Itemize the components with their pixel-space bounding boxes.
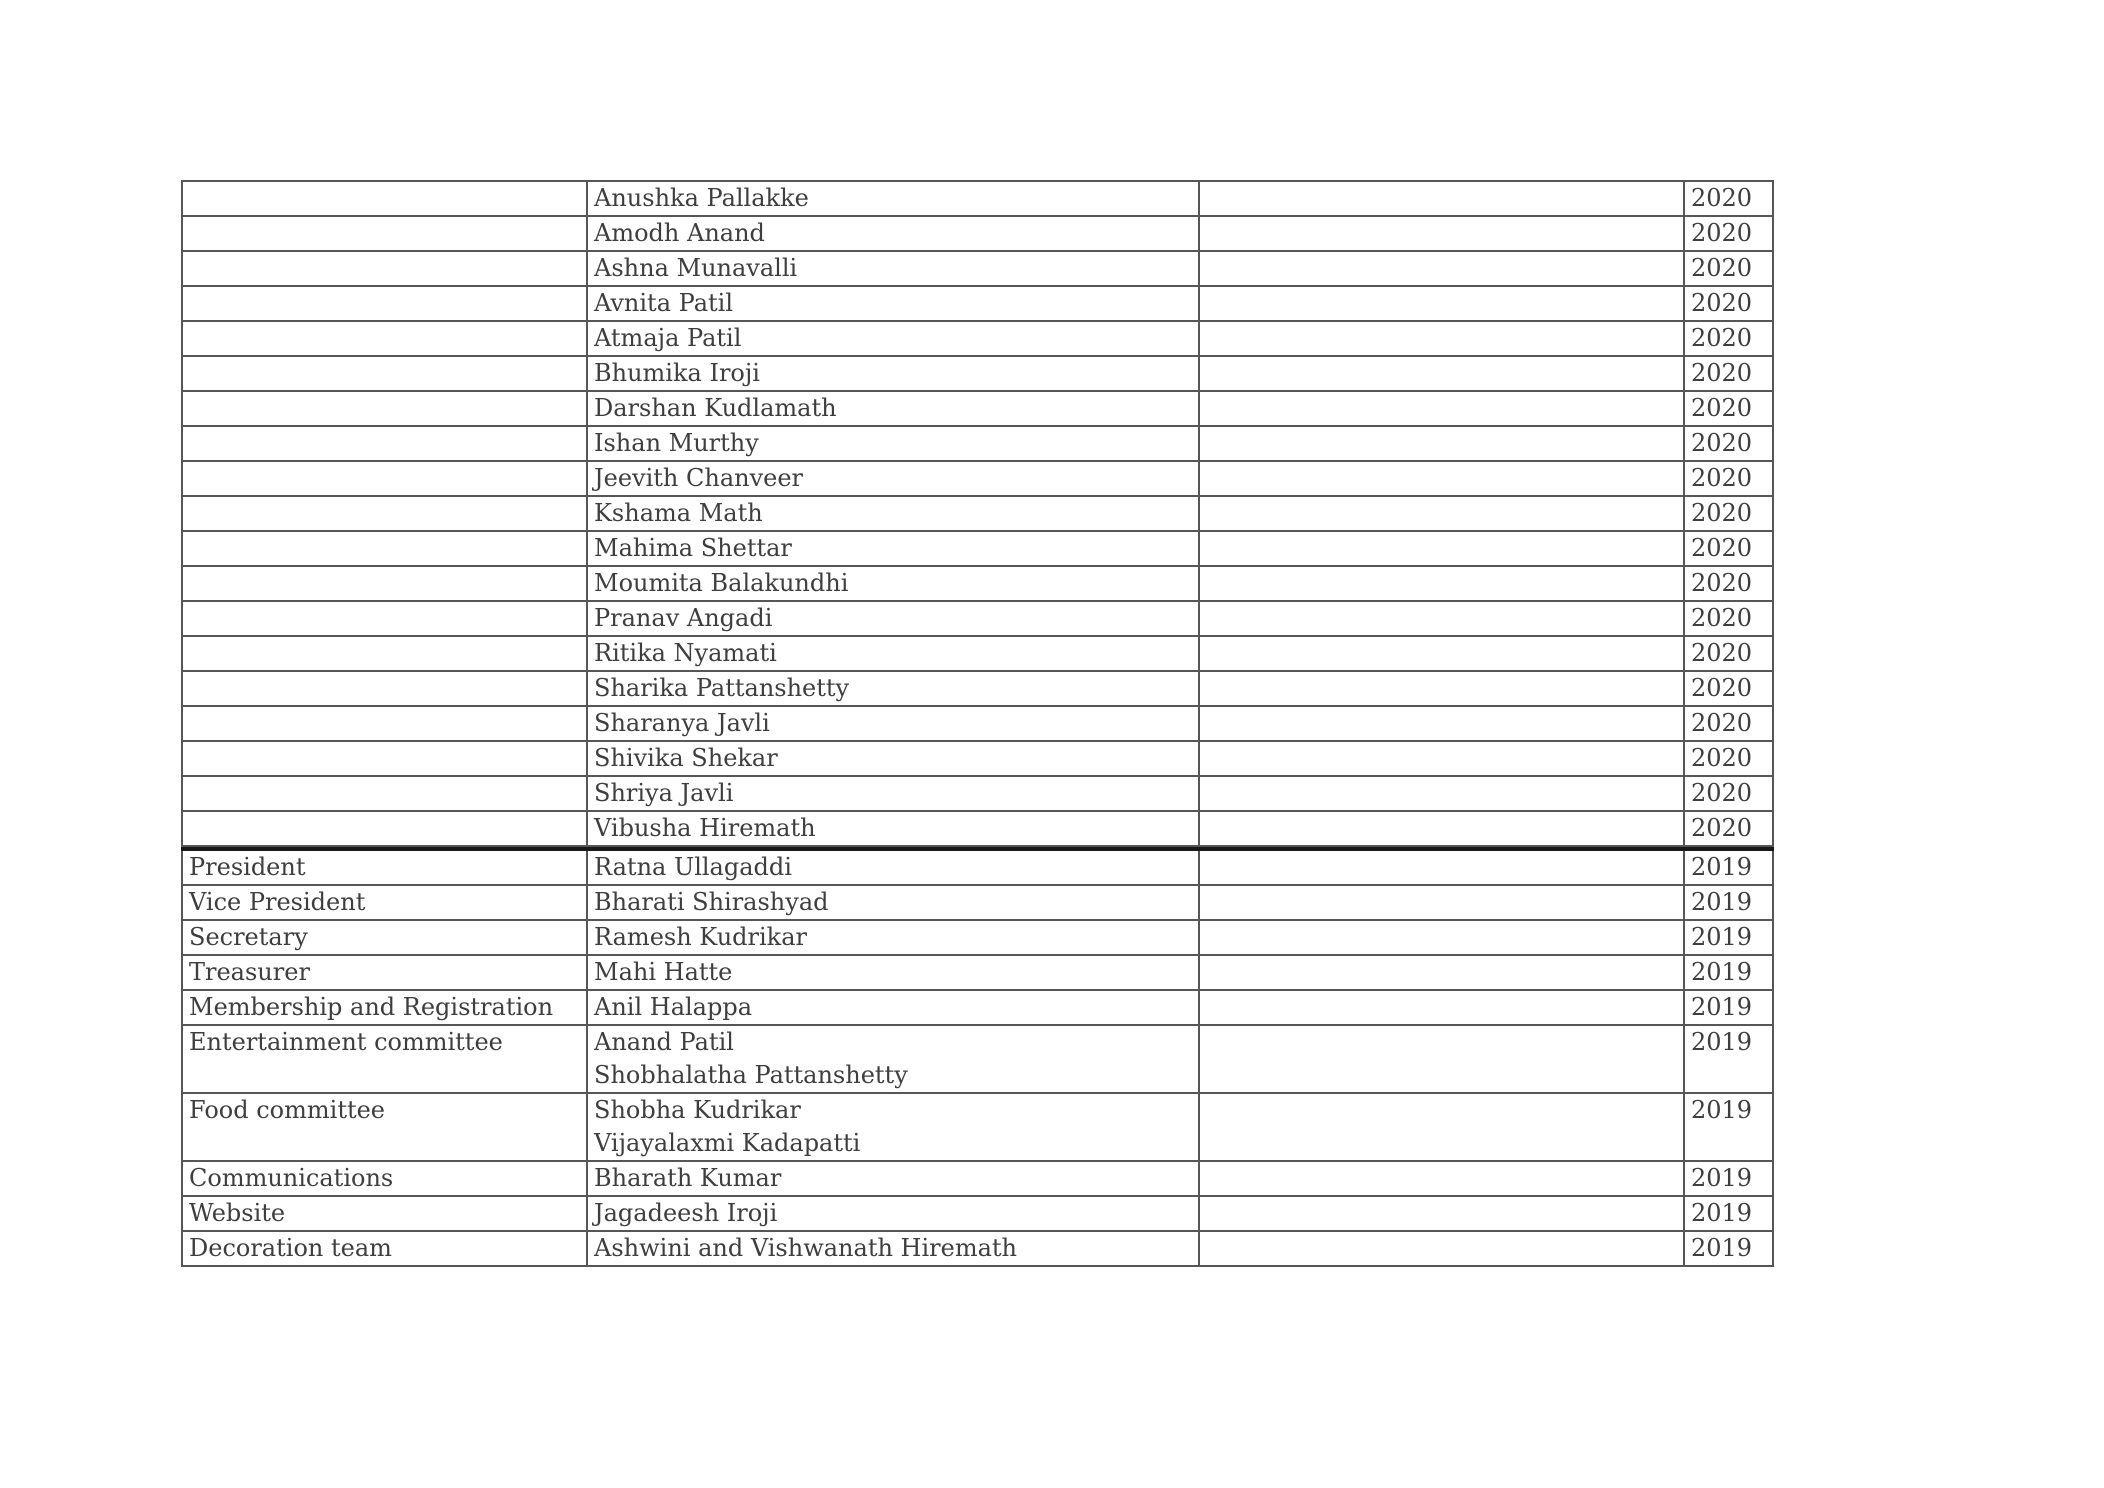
table-row bbox=[182, 496, 1773, 531]
year-text: 2020 bbox=[1691, 814, 1753, 842]
spacer-cell bbox=[1199, 811, 1684, 846]
name-cell bbox=[587, 1196, 1199, 1231]
member-name: Shriya Javli bbox=[594, 779, 734, 807]
role-cell bbox=[182, 990, 587, 1025]
member-name: Shobhalatha Pattanshetty bbox=[594, 1061, 908, 1089]
name-cell bbox=[587, 286, 1199, 321]
year-cell bbox=[1684, 1025, 1773, 1093]
spacer-cell bbox=[1199, 531, 1684, 566]
name-cell bbox=[587, 990, 1199, 1025]
table-row bbox=[182, 920, 1773, 955]
role-cell bbox=[182, 955, 587, 990]
role-cell bbox=[182, 811, 587, 846]
member-name: Kshama Math bbox=[594, 499, 763, 527]
name-cell bbox=[587, 849, 1199, 885]
year-text: 2019 bbox=[1691, 1164, 1753, 1192]
year-text: 2019 bbox=[1691, 888, 1753, 916]
name-cell bbox=[587, 601, 1199, 636]
year-text: 2020 bbox=[1691, 324, 1753, 352]
name-cell bbox=[587, 181, 1199, 216]
table-row bbox=[182, 251, 1773, 286]
role-cell bbox=[182, 1196, 587, 1231]
role-cell bbox=[182, 1231, 587, 1266]
role-text: President bbox=[189, 853, 306, 881]
table-row bbox=[182, 356, 1773, 391]
year-cell bbox=[1684, 286, 1773, 321]
table-row bbox=[182, 741, 1773, 776]
name-cell bbox=[587, 706, 1199, 741]
year-cell bbox=[1684, 776, 1773, 811]
spacer-cell bbox=[1199, 1231, 1684, 1266]
name-cell bbox=[587, 531, 1199, 566]
name-cell bbox=[587, 1093, 1199, 1161]
role-cell bbox=[182, 920, 587, 955]
year-cell bbox=[1684, 356, 1773, 391]
role-cell bbox=[182, 216, 587, 251]
spacer-cell bbox=[1199, 1093, 1684, 1161]
table-row bbox=[182, 321, 1773, 356]
role-cell bbox=[182, 181, 587, 216]
year-text: 2020 bbox=[1691, 359, 1753, 387]
member-name: Avnita Patil bbox=[594, 289, 734, 317]
role-cell bbox=[182, 885, 587, 920]
name-cell bbox=[587, 741, 1199, 776]
member-name: Mahima Shettar bbox=[594, 534, 792, 562]
role-cell bbox=[182, 531, 587, 566]
member-name: Jagadeesh Iroji bbox=[594, 1199, 778, 1227]
year-text: 2020 bbox=[1691, 289, 1753, 317]
year-cell bbox=[1684, 1231, 1773, 1266]
table-row bbox=[182, 849, 1773, 885]
member-name: Moumita Balakundhi bbox=[594, 569, 849, 597]
name-cell bbox=[587, 216, 1199, 251]
spacer-cell bbox=[1199, 1196, 1684, 1231]
table-row bbox=[182, 955, 1773, 990]
name-cell bbox=[587, 1025, 1199, 1093]
year-text: 2019 bbox=[1691, 1199, 1753, 1227]
year-text: 2020 bbox=[1691, 604, 1753, 632]
spacer-cell bbox=[1199, 920, 1684, 955]
name-cell bbox=[587, 566, 1199, 601]
role-cell bbox=[182, 1161, 587, 1196]
name-cell bbox=[587, 776, 1199, 811]
member-name: Atmaja Patil bbox=[594, 324, 742, 352]
committee-roster-body bbox=[182, 181, 1773, 1266]
role-cell bbox=[182, 601, 587, 636]
table-row bbox=[182, 391, 1773, 426]
table-row bbox=[182, 636, 1773, 671]
year-text: 2020 bbox=[1691, 779, 1753, 807]
year-text: 2020 bbox=[1691, 709, 1753, 737]
year-text: 2019 bbox=[1691, 1028, 1753, 1056]
spacer-cell bbox=[1199, 636, 1684, 671]
year-cell bbox=[1684, 741, 1773, 776]
spacer-cell bbox=[1199, 426, 1684, 461]
year-cell bbox=[1684, 461, 1773, 496]
spacer-cell bbox=[1199, 1025, 1684, 1093]
year-text: 2020 bbox=[1691, 744, 1753, 772]
year-cell bbox=[1684, 496, 1773, 531]
year-cell bbox=[1684, 391, 1773, 426]
spacer-cell bbox=[1199, 321, 1684, 356]
table-row bbox=[182, 426, 1773, 461]
member-name: Anil Halappa bbox=[594, 993, 753, 1021]
member-name: Ramesh Kudrikar bbox=[594, 923, 807, 951]
year-text: 2020 bbox=[1691, 534, 1753, 562]
name-cell bbox=[587, 1231, 1199, 1266]
year-cell bbox=[1684, 321, 1773, 356]
spacer-cell bbox=[1199, 601, 1684, 636]
member-name: Anushka Pallakke bbox=[594, 184, 809, 212]
name-cell bbox=[587, 811, 1199, 846]
spacer-cell bbox=[1199, 885, 1684, 920]
spacer-cell bbox=[1199, 849, 1684, 885]
member-name: Pranav Angadi bbox=[594, 604, 773, 632]
name-cell bbox=[587, 391, 1199, 426]
role-cell bbox=[182, 286, 587, 321]
year-cell bbox=[1684, 426, 1773, 461]
role-cell bbox=[182, 461, 587, 496]
year-text: 2020 bbox=[1691, 254, 1753, 282]
year-text: 2020 bbox=[1691, 184, 1753, 212]
year-text: 2020 bbox=[1691, 429, 1753, 457]
spacer-cell bbox=[1199, 990, 1684, 1025]
year-cell bbox=[1684, 811, 1773, 846]
name-cell bbox=[587, 955, 1199, 990]
spacer-cell bbox=[1199, 181, 1684, 216]
member-name: Darshan Kudlamath bbox=[594, 394, 837, 422]
role-text: Entertainment committee bbox=[189, 1028, 503, 1056]
role-text: Communications bbox=[189, 1164, 394, 1192]
role-cell bbox=[182, 849, 587, 885]
year-cell bbox=[1684, 1196, 1773, 1231]
year-text: 2019 bbox=[1691, 923, 1753, 951]
year-cell bbox=[1684, 601, 1773, 636]
spacer-cell bbox=[1199, 1161, 1684, 1196]
member-name: Vijayalaxmi Kadapatti bbox=[594, 1129, 861, 1157]
role-cell bbox=[182, 671, 587, 706]
table-row bbox=[182, 601, 1773, 636]
role-cell bbox=[182, 566, 587, 601]
year-cell bbox=[1684, 1093, 1773, 1161]
name-cell bbox=[587, 920, 1199, 955]
table-row bbox=[182, 706, 1773, 741]
table-row bbox=[182, 461, 1773, 496]
member-name: Sharika Pattanshetty bbox=[594, 674, 850, 702]
year-cell bbox=[1684, 251, 1773, 286]
name-cell bbox=[587, 461, 1199, 496]
member-name: Anand Patil bbox=[594, 1028, 734, 1056]
name-cell bbox=[587, 496, 1199, 531]
year-cell bbox=[1684, 885, 1773, 920]
table-row bbox=[182, 811, 1773, 846]
name-cell bbox=[587, 636, 1199, 671]
table-row bbox=[182, 671, 1773, 706]
year-cell bbox=[1684, 636, 1773, 671]
member-name: Bhumika Iroji bbox=[594, 359, 760, 387]
member-name: Shivika Shekar bbox=[594, 744, 778, 772]
year-text: 2020 bbox=[1691, 499, 1753, 527]
spacer-cell bbox=[1199, 251, 1684, 286]
year-cell bbox=[1684, 181, 1773, 216]
spacer-cell bbox=[1199, 286, 1684, 321]
year-cell bbox=[1684, 849, 1773, 885]
member-name: Bharath Kumar bbox=[594, 1164, 782, 1192]
table-row bbox=[182, 1025, 1773, 1093]
spacer-cell bbox=[1199, 706, 1684, 741]
role-cell bbox=[182, 426, 587, 461]
table-row bbox=[182, 990, 1773, 1025]
name-cell bbox=[587, 321, 1199, 356]
name-cell bbox=[587, 251, 1199, 286]
year-text: 2019 bbox=[1691, 1096, 1753, 1124]
member-name: Ashna Munavalli bbox=[594, 254, 798, 282]
member-name: Bharati Shirashyad bbox=[594, 888, 829, 916]
year-text: 2020 bbox=[1691, 464, 1753, 492]
year-cell bbox=[1684, 1161, 1773, 1196]
role-cell bbox=[182, 496, 587, 531]
spacer-cell bbox=[1199, 566, 1684, 601]
member-name: Shobha Kudrikar bbox=[594, 1096, 801, 1124]
role-cell bbox=[182, 391, 587, 426]
name-cell bbox=[587, 885, 1199, 920]
role-text: Treasurer bbox=[189, 958, 310, 986]
role-text: Secretary bbox=[189, 923, 308, 951]
year-text: 2020 bbox=[1691, 639, 1753, 667]
table-row bbox=[182, 181, 1773, 216]
role-cell bbox=[182, 776, 587, 811]
role-cell bbox=[182, 1093, 587, 1161]
role-text: Food committee bbox=[189, 1096, 386, 1124]
spacer-cell bbox=[1199, 356, 1684, 391]
table-row bbox=[182, 1161, 1773, 1196]
role-text: Decoration team bbox=[189, 1234, 392, 1262]
name-cell bbox=[587, 356, 1199, 391]
year-text: 2019 bbox=[1691, 993, 1753, 1021]
year-cell bbox=[1684, 706, 1773, 741]
year-text: 2019 bbox=[1691, 958, 1753, 986]
table-row bbox=[182, 885, 1773, 920]
name-cell bbox=[587, 1161, 1199, 1196]
role-cell bbox=[182, 1025, 587, 1093]
spacer-cell bbox=[1199, 741, 1684, 776]
spacer-cell bbox=[1199, 671, 1684, 706]
table-row bbox=[182, 566, 1773, 601]
year-text: 2020 bbox=[1691, 674, 1753, 702]
year-cell bbox=[1684, 671, 1773, 706]
member-name: Ritika Nyamati bbox=[594, 639, 777, 667]
year-cell bbox=[1684, 566, 1773, 601]
spacer-cell bbox=[1199, 955, 1684, 990]
year-text: 2020 bbox=[1691, 569, 1753, 597]
role-text: Membership and Registration bbox=[189, 993, 554, 1021]
year-text: 2020 bbox=[1691, 219, 1753, 247]
spacer-cell bbox=[1199, 461, 1684, 496]
name-cell bbox=[587, 426, 1199, 461]
role-text: Website bbox=[189, 1199, 286, 1227]
role-cell bbox=[182, 636, 587, 671]
member-name: Ishan Murthy bbox=[594, 429, 759, 457]
year-cell bbox=[1684, 531, 1773, 566]
year-text: 2019 bbox=[1691, 1234, 1753, 1262]
table-row bbox=[182, 286, 1773, 321]
spacer-cell bbox=[1199, 776, 1684, 811]
year-text: 2019 bbox=[1691, 853, 1753, 881]
role-cell bbox=[182, 741, 587, 776]
member-name: Ashwini and Vishwanath Hiremath bbox=[594, 1234, 1017, 1262]
table-row bbox=[182, 1231, 1773, 1266]
member-name: Mahi Hatte bbox=[594, 958, 733, 986]
table-row bbox=[182, 776, 1773, 811]
year-cell bbox=[1684, 990, 1773, 1025]
member-name: Jeevith Chanveer bbox=[594, 464, 804, 492]
year-text: 2020 bbox=[1691, 394, 1753, 422]
year-cell bbox=[1684, 920, 1773, 955]
name-cell bbox=[587, 671, 1199, 706]
year-cell bbox=[1684, 955, 1773, 990]
spacer-cell bbox=[1199, 216, 1684, 251]
year-cell bbox=[1684, 216, 1773, 251]
role-cell bbox=[182, 356, 587, 391]
table-row bbox=[182, 1093, 1773, 1161]
spacer-cell bbox=[1199, 496, 1684, 531]
member-name: Vibusha Hiremath bbox=[594, 814, 816, 842]
member-name: Amodh Anand bbox=[594, 219, 765, 247]
table-row bbox=[182, 216, 1773, 251]
role-cell bbox=[182, 706, 587, 741]
table-row bbox=[182, 531, 1773, 566]
role-cell bbox=[182, 321, 587, 356]
table-row bbox=[182, 1196, 1773, 1231]
spacer-cell bbox=[1199, 391, 1684, 426]
role-text: Vice President bbox=[189, 888, 366, 916]
role-cell bbox=[182, 251, 587, 286]
member-name: Sharanya Javli bbox=[594, 709, 770, 737]
committee-roster-table bbox=[181, 180, 1774, 1267]
member-name: Ratna Ullagaddi bbox=[594, 853, 792, 881]
